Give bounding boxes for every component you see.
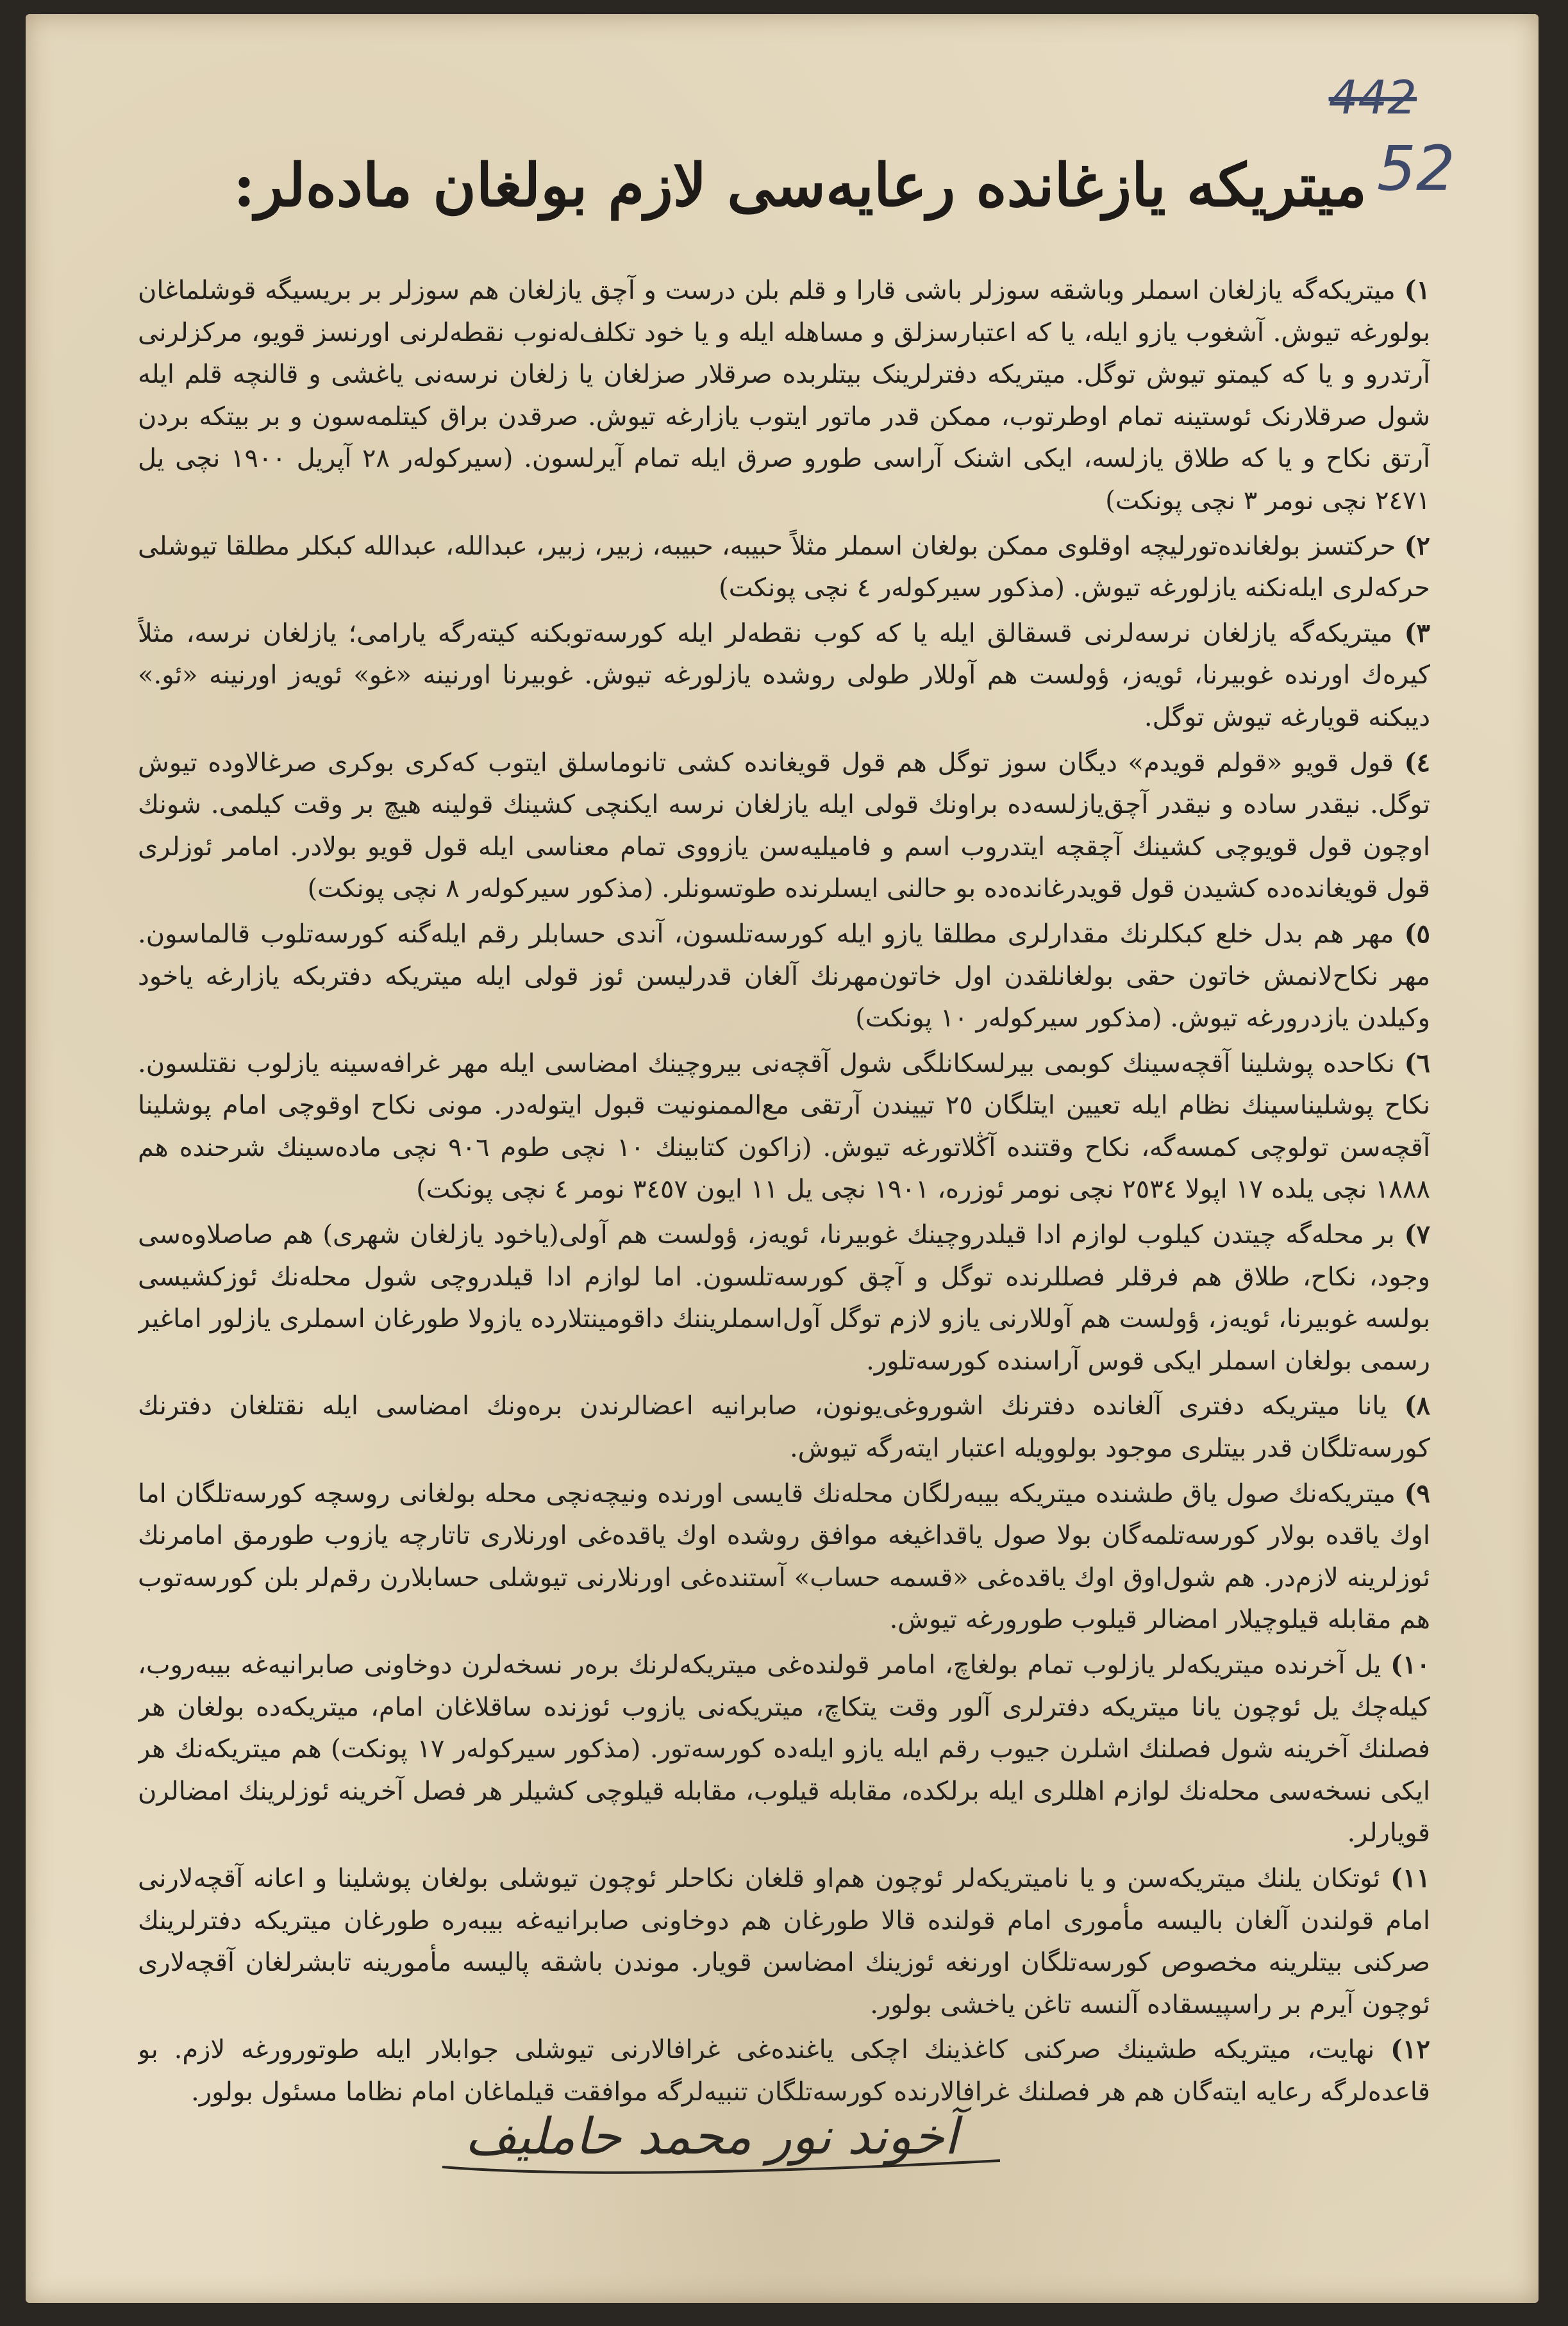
article-12 [138,2029,1430,2113]
article-number: ٨) [1404,1391,1430,1421]
article-text: نکاحده پوشلینا آقچه‌سینك کوبمی بیرلسکانلگی شول آقچه‌نی بیروچینك امضاسی ایله مهر غرافه‌سینه یازلوب نقتلسون. نکاح پوشلیناسینك نظام ایله تعیین ایتلگان ٢٥ تییندن آرتقی مع‌الممنونیت قبول ایتوله‌در. مونی نکاح اوقوچی امام پوشلینا آقچه‌سن تولوچی کمسه‌گه، نکاح وقتنده آڭلاتورغه تیوش. (زاکون کتابینك ١٠ نچی طوم ٩٠٦ نچی ماده‌سینك شرحنده هم ١٨٨٨ نچی یلده ١٧ اپولا ٢٥٣٤ نچی نومر ئوزره، ١٩٠١ نچی یل ١١ ایون ٣٤٥٧ نومر ٤ نچی پونکت) [138,1048,1430,1205]
signature: آخوند نور محمد حاملیف [465,2108,958,2166]
article-text: بر محله‌گه چیتدن کیلوب لوازم ادا قیلدروچینك غوبیرنا، ئویه‌ز، ؤولست هم آولی(یاخود یازلغان شهری) هم صاصلاوه‌سی وجود، نکاح، طلاق هم فرقلر فصللرنده توگل و آچق کورسه‌تلسون. اما لوازم ادا قیلدروچی شول محله‌نك ئوزکشیسی بولسه غوبیرنا، ئویه‌ز، ؤولست هم آوللارنی یازو لازم توگل آول‌اسملریننك داقومینتلارده یازولا طورغان اسملری یازلور اماغیر رسمی بولغان اسملر ایکی قوس آراسنده کورسه‌تلور. [138,1220,1430,1376]
article-7 [138,1214,1430,1382]
signature-flourish-icon [436,2141,1013,2180]
article-text: مهر هم بدل خلع کبکلرنك مقدارلری مطلقا یازو ایله کورسه‌تلسون، آندی حسابلر رقم ایله‌گنه کورسه‌تلوب قالماسون. مهر نکاح‌لانمش خاتون حقی بولغانلقدن اول خاتون‌مهرنك آلغان قدرلیسن ئوز قولی ایله میتریکه دفتربکه یازارغه یاخود وکیلدن یازدرورغه تیوش. (مذکور سیرکوله‌ر ١٠ پونکت) [138,919,1430,1033]
article-text: نهایت، میتریکه طشینك صرکنی کاغذینك اچکی یاغنده‌غی غرافالارنی تیوشلی جوابلار ایله طوتورورغه لازم. بو قاعده‌لرگه رعایه ایته‌گان هم هر فصلنك غرافالارنده کورسه‌تلگان تنبیه‌لرگه موافقت قیلماغان امام نظاما مسئول بولور. [138,2035,1430,2107]
document-title: میتریکه یازغانده رعایه‌سی لازم بولغان ماده‌لر: [233,151,1367,220]
article-11 [138,1857,1430,2026]
article-6 [138,1042,1430,1211]
article-number: ١٠) [1390,1650,1430,1680]
article-2 [138,525,1430,610]
article-text: حرکتسز بولغانده‌تورلیچه اوقلوی ممکن بولغان اسملر مثلاً حبیبه، حبیبه، زبیر، زبیر، عبدالله، عبدالله کبکلر مطلقا تیوشلی حرکه‌لری ایله‌نکنه یازلورغه تیوش. (مذکور سیرکوله‌ر ٤ نچی پونکت) [138,531,1430,603]
article-9 [138,1473,1430,1641]
article-text: میتریکه‌گه یازلغان نرسه‌لرنی قسقالق ایله یا که کوب نقطه‌لر ایله کورسه‌توبکنه کیته‌رگه یارامی؛ یازلغان نرسه، مثلاً کیره‌ك اورنده غوبیرنا، ئویه‌ز، ؤولست هم آوللار طولی روشده یازلورغه تیوش. غوبیرنا اورنینه «غو» ئویه‌ز اورنینه «ئو.» دیبکنه قویارغه تیوش توگل. [138,618,1430,732]
article-text: یل آخرنده میتریکه‌لر یازلوب تمام بولغاچ، امامر قولنده‌غی میتریکه‌لرنك بره‌ر نسخه‌لرن دوخاونی صابرانیه‌غه بیبه‌روب، کیله‌چك یل ئوچون یانا میتریکه دفترلری آلور وقت یتکاچ، میتریکه‌نی یازوب ئوزنده ساقلاغان امام، میتریکه‌ده بولغان هر فصلنك آخرینه شول فصلنك اشلرن جیوب رقم ایله یازو ایله‌ده کورسه‌تور. (مذکور سیرکوله‌ر ١٧ پونکت) هم میتریکه‌نك هر ایکی نسخه‌سی محله‌نك لوازم اهللری ایله برلکده، مقابله قیلوب، مقابله قیلوچی کشیلر هر فصل آخرینه ئوزلرینك امضالرن قویارلر. [138,1650,1430,1848]
article-text: یانا میتریکه دفتری آلغانده دفترنك اشوروغی‌یونون، صابرانیه اعضالرندن بره‌ونك امضاسی ایله نقتلغان دفترنك کورسه‌تلگان قدر بیتلری موجود بولوویله اعتبار ایته‌رگه تیوش. [138,1391,1430,1464]
document-body [138,269,1430,2141]
article-text: ئوتکان یلنك میتریکه‌سن و یا نامیتریکه‌لر ئوچون هم‌او قلغان نکاحلر ئوچون تیوشلی بولغان پوشلینا و اعانه آقچه‌لارنی امام قولندن آلغان بالیسه مأموری امام قولنده قالا طورغان هم دوخاونی صابرانیه‌غه بیبه‌ره طورغان میتریکه دفترلرینك صرکنی بیتلرینه مخصوص کورسه‌تلگان اورنغه ئوزینك امضاسن قویار. موندن باشقه پالیسه مأمورینه تابشرلغان آقچه‌لاری ئوچون آیرم بر راسپیسقاده آلنسه تاغن یاخشی بولور. [138,1863,1430,2020]
article-number: ٧) [1404,1219,1430,1250]
article-number: ٥) [1404,918,1430,949]
article-number: ١١) [1390,1862,1430,1893]
article-number: ٦) [1404,1048,1430,1078]
article-number: ٩) [1404,1478,1430,1509]
article-text: میتریکه‌گه یازلغان اسملر وباشقه سوزلر باشی قارا و قلم بلن درست و آچق یازلغان هم سوزلر بر بریسیگه قوشلماغان بولورغه تیوش. آشغوب یازو ایله، یا که اعتبارسزلق و مساهله ایله و یا خود تکلف‌له‌نوب نقطه‌لرنی اورنسز قویو، مرکزلرنی آرتدرو و یا که کیمتو تیوش توگل. میتریکه دفترلرینک بیتلربده صرقلار صزلغان یا زلغان نرسه‌نی یاغشی و قالنچه قلم ایله شول صرقلارنک ئوستینه تمام اوطرتوب، ممکن قدر ماتور ایتوب یازارغه تیوش. صرقدن براق کیتلمه‌سون و بر بیتکه بردن آرتق نکاح و یا که طلاق یازلسه، ایکی اشنک آراسی طورو صرق ایله تمام آیرلسون. (سیرکوله‌ر ٢٨ آپریل ١٩٠٠ نچی یل ٢٤٧١ نچی نومر ٣ نچی پونکت) [138,276,1430,515]
article-number: ١٢) [1390,2034,1430,2065]
archive-number-new: 52 [1376,133,1455,205]
article-10 [138,1644,1430,1855]
article-5 [138,913,1430,1040]
archive-number-old: 442 [1328,71,1417,124]
article-number: ٣) [1404,617,1430,648]
article-number: ١) [1404,275,1430,305]
article-text: قول قویو «قولم قویدم» دیگان سوز توگل هم قول قویغانده کشی تانوماسلق ایتوب که‌کری بوکری صرغالاوده تیوش توگل. نیقدر ساده و نیقدر آچق‌یازلسه‌ده براونك قولی ایله یازلغان نرسه ایکنچی کشینك قولینه هیچ بر وقت کیلمی. شونك اوچون قول قویوچی کشینك آچقچه ایتدروب اسم و فامیلیه‌سن یازووی تمام معنا‌سی ایله قول قویو بولادر. امامر ئوزلری قول قویغانده‌ده کشیدن قول قویدرغانده‌ده بو حالنی ایسلرنده طوتسونلر. (مذکور سیرکوله‌ر ٨ نچی پونکت) [138,748,1430,904]
article-text: میتریکه‌نك صول یاق طشنده میتریکه بیبه‌رلگان محله‌نك قایسی اورنده ونیچه‌نچی محله بولغانی روسچه کورسه‌تلگان اما اوك یاقده بولار کورسه‌تلمه‌گان بولا صول یاقداغیغه موافق روشده اوك یاقده‌غی اورنلاری تاتارچه یازوب طورمق امامرنك ئوزلرینه لازم‌در. هم شول‌اوق اوك یاقده‌غی «قسمه حساب» آستنده‌غی اورنلارنی تیوشلی حسابلارن رقم‌لر بلن کورسه‌توب هم مقابله قیلوچیلار امضالر قیلوب طورورغه تیوش. [138,1478,1430,1635]
article-1 [138,269,1430,523]
article-number: ٤) [1404,747,1430,778]
article-3 [138,612,1430,739]
article-number: ٢) [1404,530,1430,561]
article-8 [138,1385,1430,1469]
article-4 [138,742,1430,910]
